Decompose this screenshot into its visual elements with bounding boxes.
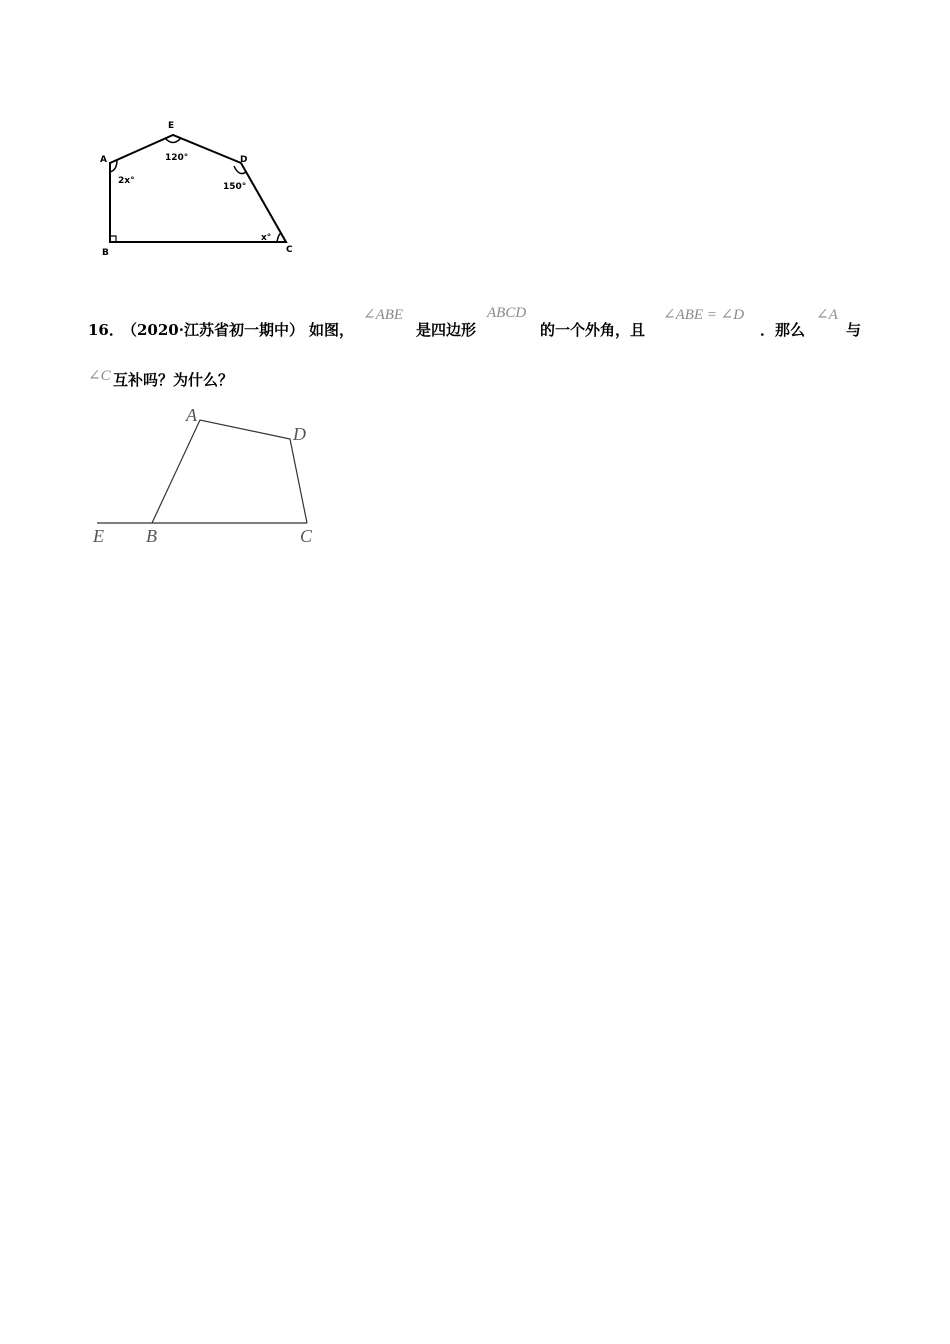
quadrilateral-outline — [152, 420, 307, 523]
math-angle-equation: ∠ABE = ∠D — [663, 307, 745, 323]
vertex-label-d: D — [240, 155, 248, 165]
question-text-2: 是四边形 — [416, 321, 477, 339]
point-label-d: D — [293, 424, 306, 444]
question-text-3: 的一个外角，且 — [540, 321, 646, 339]
quadrilateral-figure — [85, 402, 335, 552]
vertex-label-e: E — [168, 121, 175, 131]
question-text-5: 与 — [846, 321, 862, 339]
pentagon-figure — [95, 115, 305, 260]
question-number: 16． — [88, 321, 124, 339]
question-source: （2020·江苏省初一期中） — [122, 321, 304, 339]
math-angle-c: ∠C — [88, 368, 111, 384]
question-text-4: ．那么 — [760, 321, 806, 339]
point-label-b: B — [146, 526, 157, 546]
angle-label-d: 150° — [223, 182, 247, 192]
math-angle-a: ∠A — [816, 307, 838, 323]
vertex-label-b: B — [102, 248, 109, 258]
vertex-label-c: C — [286, 245, 293, 255]
vertex-label-a: A — [100, 155, 107, 165]
angle-label-a: 2x° — [118, 176, 135, 186]
question-text-1: 如图， — [309, 321, 355, 339]
angle-arc-e — [165, 138, 181, 143]
pentagon-outline — [110, 135, 286, 242]
angle-arc-c — [277, 233, 281, 242]
angle-label-c: x° — [261, 233, 272, 243]
math-quad-abcd: ABCD — [487, 305, 527, 321]
question-text-6: 互补吗？为什么？ — [113, 371, 234, 389]
point-label-a: A — [186, 405, 197, 425]
point-label-c: C — [300, 526, 313, 546]
point-label-e: E — [93, 526, 104, 546]
math-angle-abe: ∠ABE — [363, 307, 404, 323]
angle-label-e: 120° — [165, 153, 189, 163]
